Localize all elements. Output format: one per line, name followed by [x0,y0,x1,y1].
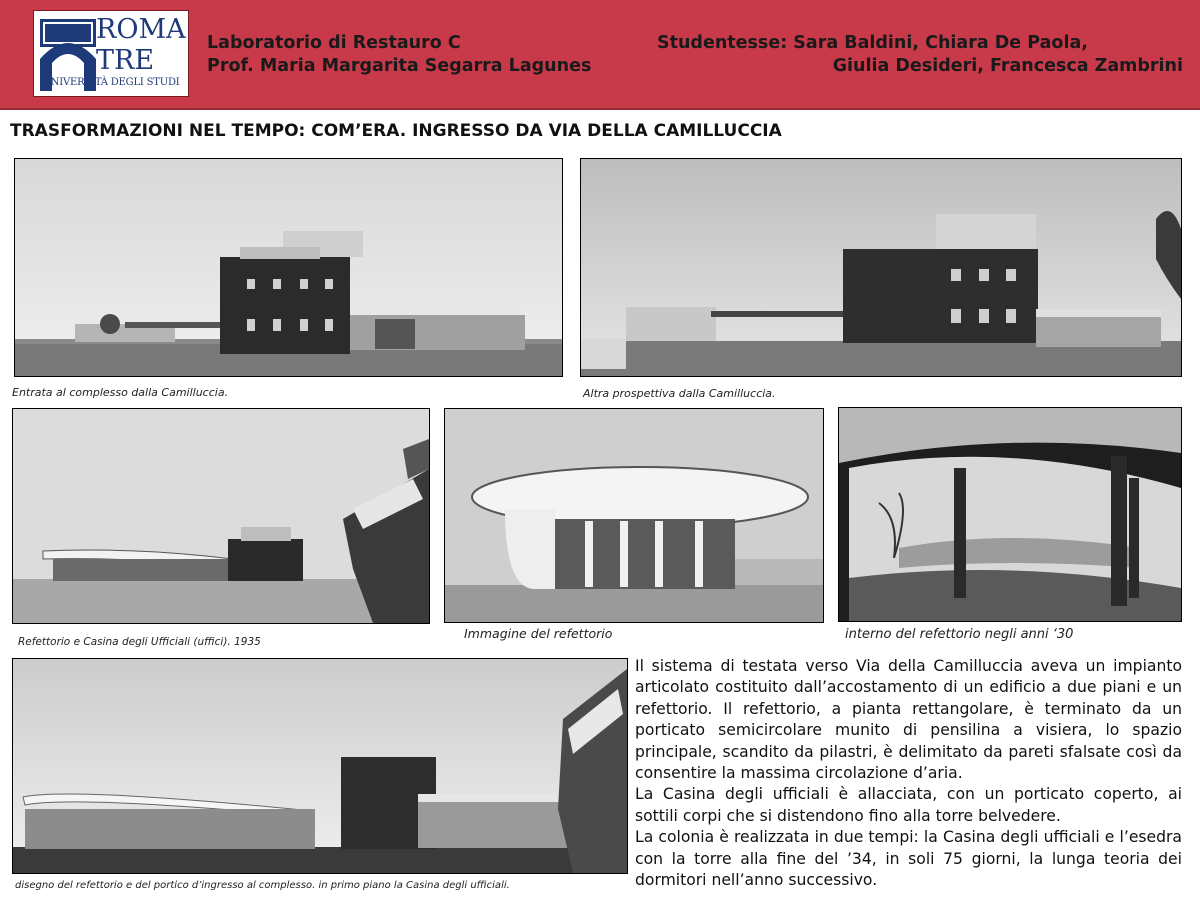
photo-caption: Entrata al complesso dalla Camilluccia. [12,386,229,399]
paragraph: La colonia è realizzata in due tempi: la Casina degli ufficiali e l’esedra con la torre alla fine del ’34, in soli 75 giorni, la lunga teoria dei dormitori nell’anno successivo. [635,828,1182,890]
photo-other-perspective [580,158,1182,377]
photo-refectory [444,408,824,623]
paragraph: Il sistema di testata verso Via della Camilluccia aveva un impianto articolato costituito dall’accostamento di un edificio a due piani e un refettorio. Il refettorio, a pianta rettangolare, è terminato da un porticato semicircolare munito di pensilina a visiera, lo spazio principale, scandito da pilastri, è delimitato da pareti sfalsate così da consentire la massima circolazione d’aria. [635,657,1182,783]
page-title: TRASFORMAZIONI NEL TEMPO: COM’ERA. INGRESSO DA VIA DELLA CAMILLUCCIA [10,121,782,141]
photo-caption: interno del refettorio negli anni ‘30 [845,627,1074,642]
photo-caption: disegno del refettorio e del portico d’ingresso al complesso. in primo piano la Casina degli ufficiali. [15,880,510,891]
description-text [635,656,1182,891]
logo-university: UNIVERSITÀ DEGLI STUDI [42,77,180,88]
students-line-1: Studentesse: Sara Baldini, Chiara De Paola, [657,33,1088,53]
photo-caption: Altra prospettiva dalla Camilluccia. [583,387,776,400]
photo-entrance [14,158,563,377]
photo-refectory-interior [838,407,1182,622]
photo-drawing-portico [12,658,628,874]
students-line-2: Giulia Desideri, Francesca Zambrini [832,56,1183,76]
logo-roma: ROMA [96,14,186,45]
course-name: Laboratorio di Restauro C [207,33,461,53]
photo-caption: Immagine del refettorio [464,626,613,641]
logo-tre: TRE [96,45,155,76]
professor-name: Prof. Maria Margarita Segarra Lagunes [207,56,592,76]
header-banner [0,0,1200,110]
university-logo [33,10,189,97]
photo-caption: Refettorio e Casina degli Ufficiali (uffici). 1935 [18,636,261,648]
photo-refectory-casina [12,408,430,624]
paragraph: La Casina degli ufficiali è allacciata, con un porticato coperto, ai sottili corpi che si distendono fino alla torre belvedere. [635,785,1182,825]
